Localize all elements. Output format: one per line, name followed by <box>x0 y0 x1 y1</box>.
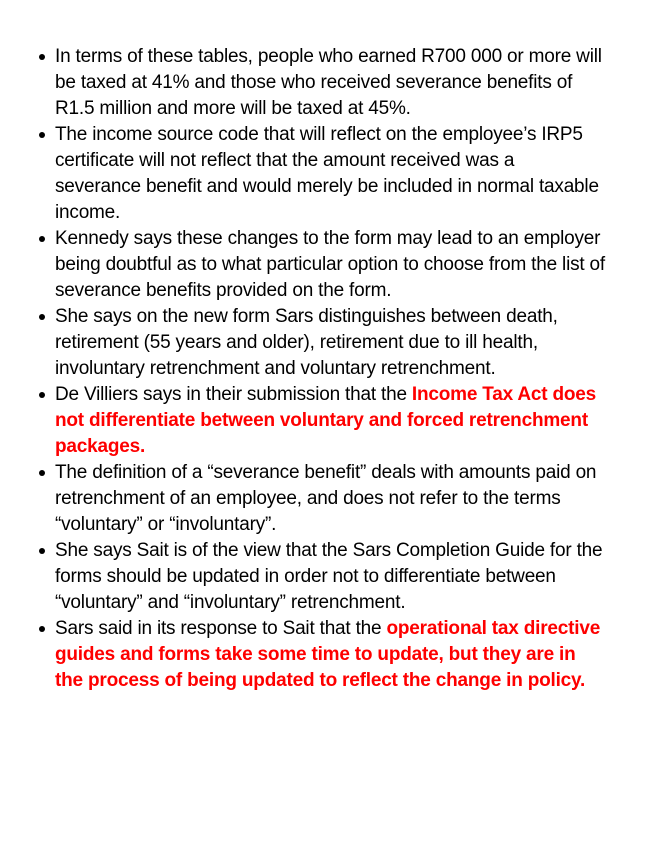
body-text: De Villiers says in their submission that the <box>55 384 412 405</box>
body-text: Kennedy says these changes to the form may lead to an employer being doubtful as to what particular option to choose from the list of severance benefits provided on the form. <box>55 228 605 301</box>
bullet-item <box>38 304 605 382</box>
bullet-item <box>38 122 605 226</box>
bullet-list <box>38 44 605 694</box>
highlighted-text: Income Tax Act does not differentiate between voluntary and forced retrenchment packages. <box>55 384 597 457</box>
bullet-item <box>38 616 605 694</box>
body-text: She says on the new form Sars distinguishes between death, retirement (55 years and older), retirement due to ill health, involuntary retrenchment and voluntary retrenchment. <box>55 306 558 379</box>
highlighted-text: operational tax directive guides and forms take some time to update, but they are in the process of being updated to reflect the change in policy. <box>55 618 601 691</box>
body-text: Sars said in its response to Sait that the <box>55 618 387 639</box>
body-text: The income source code that will reflect on the employee’s IRP5 certificate will not reflect that the amount received was a severance benefit and would merely be included in normal taxable income. <box>55 124 599 223</box>
bullet-item <box>38 460 605 538</box>
bullet-item <box>38 44 605 122</box>
body-text: The definition of a “severance benefit” deals with amounts paid on retrenchment of an employee, and does not refer to the terms “voluntary” or “involuntary”. <box>55 462 597 535</box>
bullet-item <box>38 226 605 304</box>
bullet-item <box>38 382 605 460</box>
body-text: She says Sait is of the view that the Sars Completion Guide for the forms should be updated in order not to differentiate between “voluntary” and “involuntary” retrenchment. <box>55 540 603 613</box>
body-text: In terms of these tables, people who earned R700 000 or more will be taxed at 41% and those who received severance benefits of R1.5 million and more will be taxed at 45%. <box>55 46 602 119</box>
bullet-item <box>38 538 605 616</box>
